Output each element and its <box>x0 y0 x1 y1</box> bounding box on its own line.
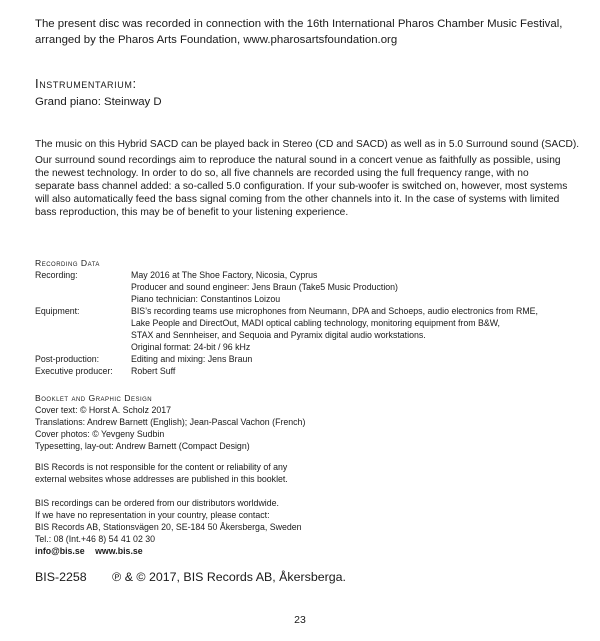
copyright-line <box>35 569 575 585</box>
equipment-values <box>131 305 575 353</box>
intro-line: The present disc was recorded in connection with the 16th International Pharos Chamber Music Festival, <box>35 18 563 30</box>
booklet-credit-line: Cover text: © Horst A. Scholz 2017 <box>35 405 172 415</box>
page-number: 23 <box>294 614 306 626</box>
catalogue-code: BIS-2258 <box>35 570 87 584</box>
disclaimer-text <box>35 461 575 485</box>
equipment-row <box>35 305 575 353</box>
surround-paragraph-1: The music on this Hybrid SACD can be played back in Stereo (CD and SACD) as well as in 5.0 Surround sound (SACD). <box>35 139 580 150</box>
booklet-credit-line: Cover photos: © Yevgeny Sudbin <box>35 429 165 439</box>
recording-value: May 2016 at The Shoe Factory, Nicosia, Cyprus <box>131 270 318 280</box>
copyright-text: ℗ & © 2017, BIS Records AB, Åkersberga. <box>112 570 346 584</box>
instrumentarium-heading: Instrumentarium: <box>35 76 137 91</box>
equipment-value: Lake People and DirectOut, MADI optical cabling technology, monitoring equipment from B&W, <box>131 318 501 328</box>
recording-data-table <box>35 269 575 377</box>
equipment-value: STAX and Sennheiser, and Sequoia and Pyramix digital audio workstations. <box>131 330 426 340</box>
intro-text <box>35 16 575 48</box>
recording-row <box>35 269 575 305</box>
booklet-credits <box>35 404 575 452</box>
ordering-line: BIS Records AB, Stationsvägen 20, SE-184 50 Åkersberga, Sweden <box>35 522 302 532</box>
recording-label: Recording: <box>35 270 78 280</box>
booklet-design-heading: Booklet and Graphic Design <box>35 393 153 403</box>
ordering-line: BIS recordings can be ordered from our distributors worldwide. <box>35 498 279 508</box>
surround-section <box>35 138 580 222</box>
post-production-values <box>131 353 575 365</box>
intro-line: arranged by the Pharos Arts Foundation, www.pharosartsfoundation.org <box>35 34 398 46</box>
contact-line <box>35 545 575 557</box>
surround-paragraph-2 <box>35 154 575 219</box>
disclaimer-line: external websites whose addresses are published in this booklet. <box>35 474 288 484</box>
recording-values <box>131 269 575 305</box>
website-link[interactable]: www.bis.se <box>95 546 143 556</box>
surround-line: Our surround sound recordings aim to reproduce the natural sound in a concert venue as faithfully as possible, using <box>35 155 561 166</box>
post-production-row <box>35 353 575 365</box>
ordering-line: Tel.: 08 (Int.+46 8) 54 41 02 30 <box>35 534 156 544</box>
surround-line: bass reproduction, this may be of benefit to your listening experience. <box>35 207 349 218</box>
booklet-credit-line: Typesetting, lay-out: Andrew Barnett (Compact Design) <box>35 441 250 451</box>
executive-producer-values <box>131 365 575 377</box>
surround-line: separate bass channel added: a so-called 5.0 configuration. If your sub-woofer is switched on, however, most systems <box>35 181 568 192</box>
email-link[interactable]: info@bis.se <box>35 546 85 556</box>
recording-value: Producer and sound engineer: Jens Braun (Take5 Music Production) <box>131 282 398 292</box>
post-production-label: Post-production: <box>35 354 100 364</box>
executive-producer-value: Robert Suff <box>131 366 176 376</box>
post-production-value: Editing and mixing: Jens Braun <box>131 354 253 364</box>
surround-line: will also automatically feed the bass signal coming from the other channels into it. In the case of systems with limited <box>35 194 560 205</box>
executive-producer-label: Executive producer: <box>35 366 113 376</box>
surround-line: the newest technology. In order to do so, all five channels are recorded using the full frequency range, with no <box>35 168 529 179</box>
executive-producer-row <box>35 365 575 377</box>
equipment-value: BIS’s recording teams use microphones from Neumann, DPA and Schoeps, audio electronics from RME, <box>131 306 538 316</box>
booklet-credit-line: Translations: Andrew Barnett (English); Jean-Pascal Vachon (French) <box>35 417 306 427</box>
recording-data-heading: Recording Data <box>35 258 100 268</box>
instrumentarium-line: Grand piano: Steinway D <box>35 96 162 108</box>
recording-value: Piano technician: Constantinos Loizou <box>131 294 281 304</box>
ordering-line: If we have no representation in your country, please contact: <box>35 510 270 520</box>
disclaimer-line: BIS Records is not responsible for the content or reliability of any <box>35 462 288 472</box>
equipment-value: Original format: 24-bit / 96 kHz <box>131 342 251 352</box>
ordering-info <box>35 497 575 545</box>
equipment-label: Equipment: <box>35 306 80 316</box>
